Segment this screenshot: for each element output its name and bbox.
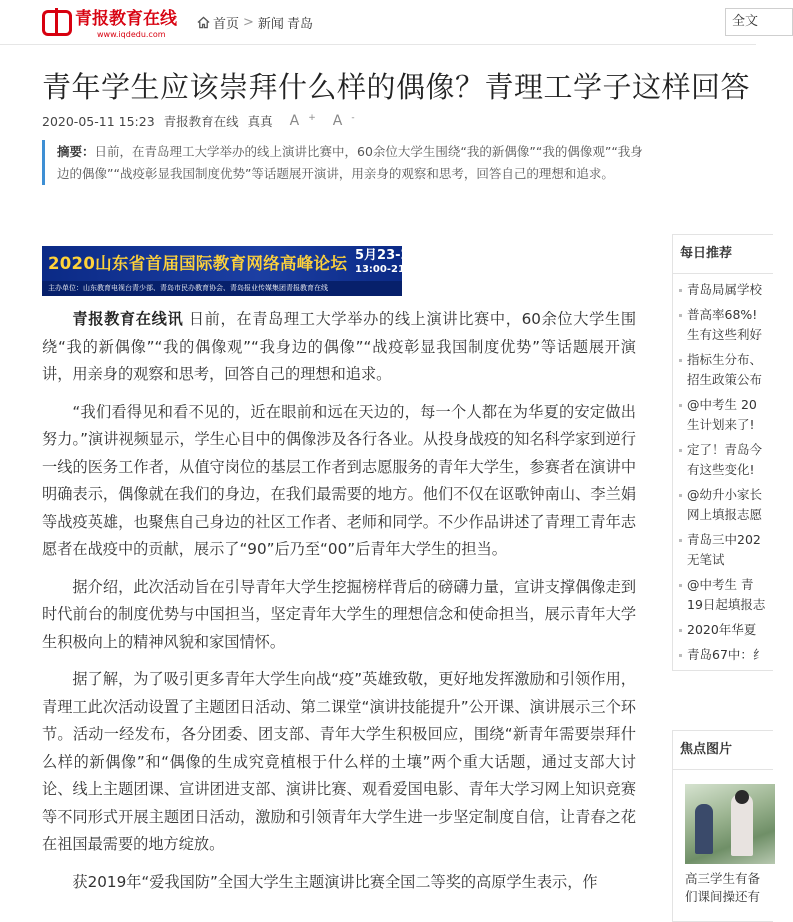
list-item[interactable]: 青岛三中202 无笔试 — [687, 530, 773, 570]
focus-photo[interactable] — [685, 784, 775, 864]
list-item[interactable]: @中考生 20 生计划来了! — [687, 395, 773, 435]
breadcrumb-news[interactable]: 新闻 — [257, 17, 284, 32]
list-item[interactable]: 青岛67中：纟 — [687, 645, 773, 665]
daily-recommend-title: 每日推荐 — [673, 235, 773, 274]
list-item[interactable]: @中考生 青 19日起填报志 — [687, 575, 773, 615]
font-decrease-button[interactable]: A - — [332, 112, 355, 130]
search-scope-select[interactable]: 全文 — [725, 8, 793, 36]
article-paragraph: 据介绍，此次活动旨在引导青年大学生挖掘榜样背后的磅礴力量，宣讲支撑偶像走到时代前台的制度优势与中国担当，坚定青年大学生的理想信念和使命担当，展示青年大学生积极向上的精神风貌和家国情怀。 — [42, 577, 636, 651]
daily-recommend-panel — [672, 234, 773, 671]
article-summary — [42, 140, 647, 185]
daily-recommend-list — [673, 274, 773, 665]
article-paragraph: “我们看得见和看不见的，近在眼前和远在天边的，每一个人都在为华夏的安定做出努力。”演讲视频显示，学生心目中的偶像涉及各行各业。从投身战疫的知名科学家到逆行一线的医务工作者，从值守岗位的基层工作者到志愿服务的青年大学生，参赛者在演讲中明确表示，偶像就在我们的身边，在我们最需要的地方。他们不仅在讴歌钟南山、李兰娟等战疫英雄，也聚焦自己身边的社区工作者、老师和同学。不少作品讲述了青理工青年志愿者在战疫中的贡献，展示了“90”后乃至“00”后青年大学生的担当。 — [42, 402, 636, 558]
top-bar — [0, 0, 759, 45]
book-logo-icon — [42, 8, 72, 34]
focus-photos-title: 焦点图片 — [673, 731, 773, 770]
focus-photos-panel — [672, 730, 773, 922]
breadcrumb-city[interactable]: 青岛 — [286, 17, 313, 32]
article-author: 真真 — [247, 114, 273, 129]
list-item[interactable]: 定了！青岛今 有这些变化! — [687, 440, 773, 480]
article-paragraph: 获2019年“爱我国防”全国大学生主题演讲比赛全国二等奖的高原学生表示，作 — [72, 872, 598, 891]
logo-url: www.iqdedu.com — [97, 30, 166, 39]
banner-time: 13:00-21:00 — [355, 264, 423, 275]
banner-organizers: 主办单位：山东教育电视台青少部、青岛市民办教育协会、青岛报业传媒集团青报教育在线 — [42, 281, 402, 296]
list-item[interactable]: 普高率68%! 生有这些利好 — [687, 305, 773, 345]
article-meta — [42, 112, 364, 130]
article-title: 青年学生应该崇拜什么样的偶像？青理工学子这样回答 — [42, 70, 751, 104]
breadcrumb-separator: > — [243, 15, 254, 30]
article-paragraph: 青报教育在线讯 日前，在青岛理工大学举办的线上演讲比赛中，60余位大学生围绕“我的新偶像”“我的偶像观”“我身边的偶像”“战疫彰显我国制度优势”等话题展开演讲，用亲身的观察和思考，回答自己的理想和追求。 — [42, 310, 637, 383]
site-logo[interactable] — [42, 8, 177, 42]
logo-name: 青报教育在线 — [75, 9, 177, 29]
list-item[interactable]: 2020年华夏 — [687, 620, 773, 640]
banner-date: 5月23-24日 — [355, 248, 432, 263]
article-paragraph: 据了解，为了吸引更多青年大学生向战“疫”英雄致敬，更好地发挥激励和引领作用，青理工此次活动设置了主题团日活动、第二课堂“演讲技能提升”公开课、演讲展示三个环节。活动一经发布，各分团委、团支部、青年大学生积极回应，围绕“新青年需要崇拜什么样的新偶像”和“偶像的生成究竟植根于什么样的土壤”两个重大话题，通过支部大讨论、线上主题团课、宣讲团进支部、演讲比赛、观看爱国电影、青年大学习网上知识竞赛等不同形式开展主题团日活动，激励和引领青年大学生进一步坚定制度自信，让青春之花在祖国最需要的地方绽放。 — [42, 670, 636, 853]
focus-photo-caption[interactable]: 高三学生有备 们课间操还有 — [685, 871, 761, 904]
summary-label: 摘要： — [57, 144, 95, 159]
home-icon — [197, 16, 210, 29]
font-increase-button[interactable]: A + — [289, 112, 316, 130]
list-item[interactable]: 青岛局属学校 — [687, 280, 773, 300]
breadcrumb-home[interactable]: 首页 — [213, 17, 240, 32]
breadcrumb — [197, 13, 313, 32]
article-body — [42, 306, 636, 906]
lead-source: 青报教育在线讯 — [72, 310, 184, 328]
banner-title: 2020山东省首届国际教育网络高峰论坛 — [48, 254, 348, 273]
list-item[interactable]: 指标生分布、 招生政策公布 — [687, 350, 773, 390]
article-source: 青报教育在线 — [163, 114, 239, 129]
forum-banner[interactable] — [42, 246, 432, 296]
summary-text: 日前，在青岛理工大学举办的线上演讲比赛中，60余位大学生围绕“我的新偶像”“我的偶像观”“我身边的偶像”“战疫彰显我国制度优势”等话题展开演讲，用亲身的观察和思考，回答自己的理想和追求。 — [57, 144, 643, 181]
article-date: 2020-05-11 15:23 — [42, 113, 155, 129]
list-item[interactable]: @幼升小家长 网上填报志愿 — [687, 485, 773, 525]
